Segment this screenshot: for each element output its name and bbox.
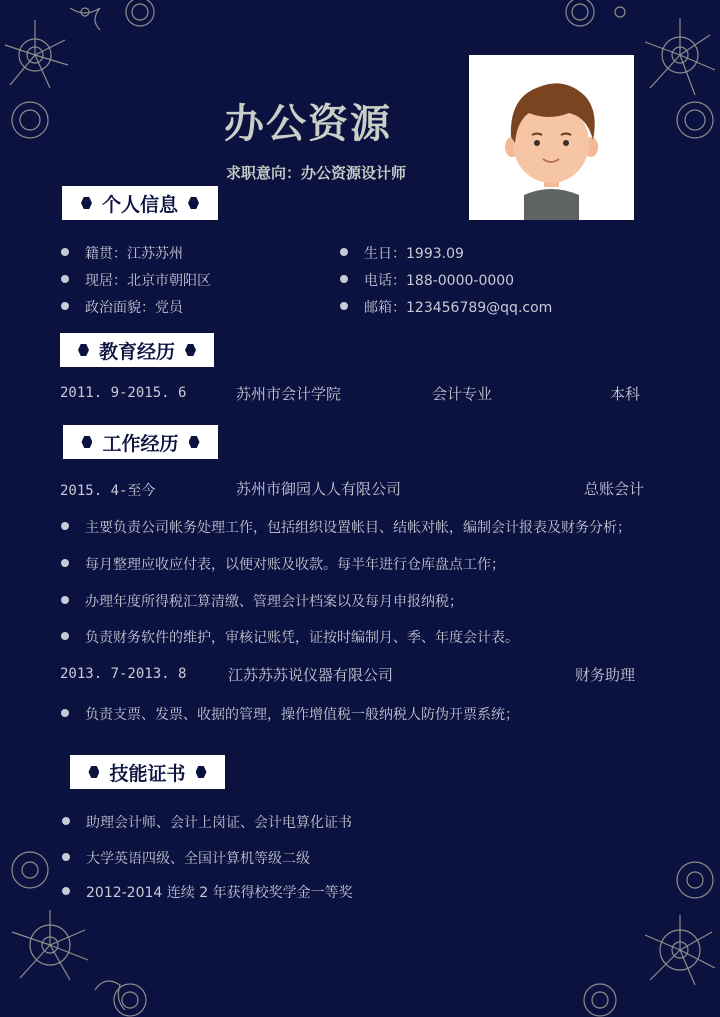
personal-item: 电话：188-0000-0000 xyxy=(364,270,514,290)
work-company: 苏州市御园人人有限公司 xyxy=(236,480,402,498)
hexagon-bullet-icon xyxy=(196,766,207,778)
floral-ornament-bottom-right-icon xyxy=(560,840,720,1017)
hexagon-bullet-icon xyxy=(189,436,200,448)
hexagon-bullet-icon xyxy=(185,344,196,356)
work-duty-item: 办理年度所得税汇算清缴、管理会计档案以及每月申报纳税； xyxy=(85,591,463,611)
section-header-education xyxy=(60,333,214,367)
education-degree: 本科 xyxy=(610,385,641,403)
section-header-work xyxy=(63,425,218,459)
skill-item: 2012-2014 连续 2 年获得校奖学金一等奖 xyxy=(86,882,353,902)
education-major: 会计专业 xyxy=(432,385,493,403)
work-date: 2013. 7-2013. 8 xyxy=(60,666,187,682)
hexagon-bullet-icon xyxy=(81,436,92,448)
work-title: 总账会计 xyxy=(584,480,645,498)
work-date: 2015. 4-至今 xyxy=(60,483,156,499)
work-duty-item: 每月整理应收应付表，以便对账及收款。每半年进行仓库盘点工作； xyxy=(85,554,505,574)
hexagon-bullet-icon xyxy=(78,344,89,356)
section-title: 工作经历 xyxy=(102,432,179,455)
section-title: 技能证书 xyxy=(109,762,186,785)
hexagon-bullet-icon xyxy=(81,197,92,209)
section-header-skills xyxy=(70,755,225,789)
cartoon-person-icon xyxy=(469,55,634,220)
hexagon-bullet-icon xyxy=(188,197,199,209)
skill-item-clip xyxy=(0,878,720,901)
candidate-name: 办公资源 xyxy=(224,101,392,147)
personal-item: 政治面貌：党员 xyxy=(85,297,183,317)
avatar xyxy=(469,55,634,220)
skill-item: 助理会计师、会计上岗证、会计电算化证书 xyxy=(86,812,352,832)
education-school: 苏州市会计学院 xyxy=(236,385,342,403)
work-duty-item: 负责财务软件的维护，审核记账凭，证按时编制月、季、年度会计表。 xyxy=(85,627,519,647)
work-company: 江苏苏苏说仪器有限公司 xyxy=(228,666,394,684)
job-objective: 求职意向：办公资源设计师 xyxy=(226,164,407,182)
work-duty-item: 主要负责公司帐务处理工作，包括组织设置帐目、结帐对帐，编制会计报表及财务分析； xyxy=(85,517,631,537)
floral-ornament-top-left-icon xyxy=(0,0,160,150)
personal-item: 籍贯：江苏苏州 xyxy=(85,243,183,263)
work-title: 财务助理 xyxy=(575,666,636,684)
hexagon-bullet-icon xyxy=(88,766,99,778)
personal-item: 生日：1993.09 xyxy=(364,243,464,263)
personal-item: 现居：北京市朝阳区 xyxy=(85,270,211,290)
education-date: 2011. 9-2015. 6 xyxy=(60,385,187,401)
personal-item: 邮箱：123456789@qq.com xyxy=(364,297,552,317)
skill-item: 大学英语四级、全国计算机等级二级 xyxy=(86,848,310,868)
work-duty-item: 负责支票、发票、收据的管理，操作增值税一般纳税人防伪开票系统； xyxy=(85,704,519,724)
section-header-personal xyxy=(62,186,218,220)
section-title: 个人信息 xyxy=(101,193,178,216)
section-title: 教育经历 xyxy=(98,340,175,363)
